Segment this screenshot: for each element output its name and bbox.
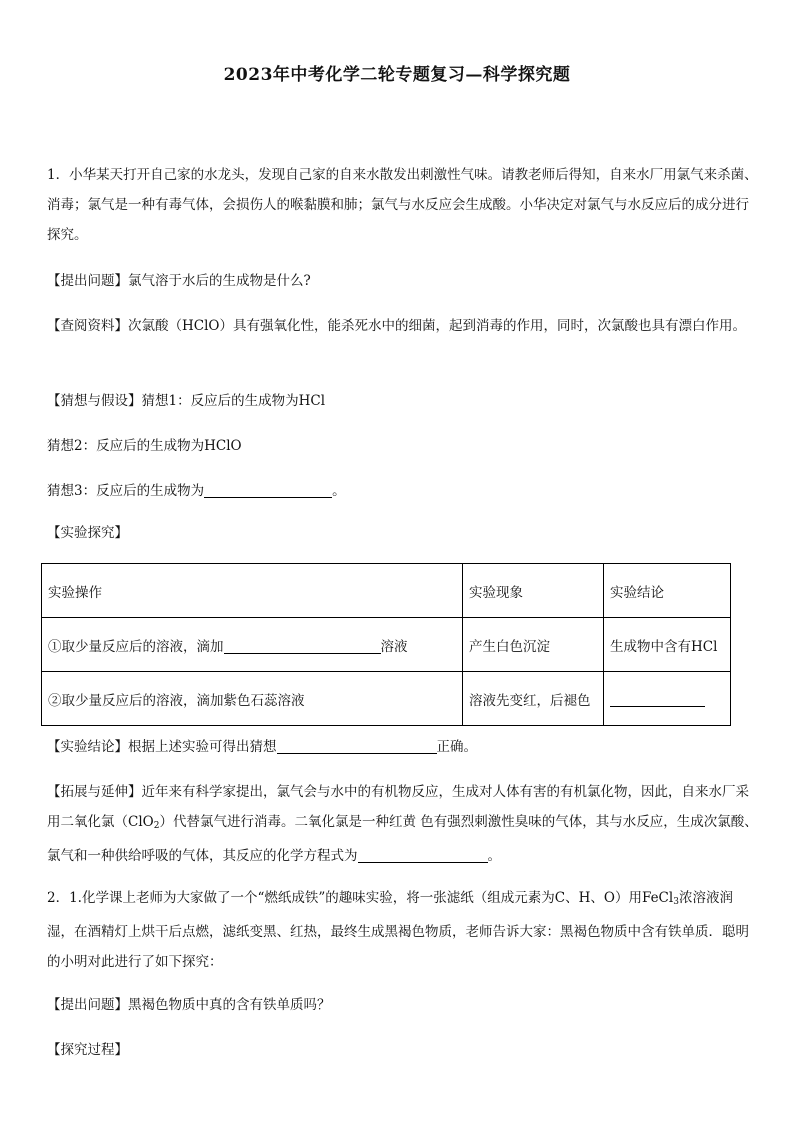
page-title: 2023年中考化学二轮专题复习—科学探究题 (223, 65, 571, 85)
extend-subscript: 2 (153, 821, 160, 831)
q2-subscript: 3 (673, 897, 679, 907)
row1-op-prefix: ①取少量反应后的溶液，滴加 (48, 638, 224, 655)
row1-op-suffix: 溶液 (380, 638, 408, 655)
q1-intro: 1．小华某天打开自己家的水龙头，发现自己家的自来水散发出刺激性气味。请教老师后得知，自来水厂用氯气来杀菌、消毒；氯气是一种有毒气体，会损伤人的喉黏膜和肺；氯气与水反应会生成酸。小华决定对氯气与水反应后的成分进行探究。 (47, 167, 758, 243)
row2-phenomenon: 溶液先变红，后褪色 (463, 672, 604, 726)
row1-reagent-blank (224, 637, 381, 654)
guess3-suffix: 。 (332, 483, 346, 499)
guess3-prefix: 猜想3：反应后的生成物为 (47, 483, 205, 499)
extend-text-a: 【拓展与延伸】近年来有科学家提出，氯气会与水中的有机物反应，生成对人体有害的有机氯化物，因此，自来水厂采用二氧化氯（ClO (47, 784, 749, 830)
conclusion-suffix: 正确。 (436, 739, 477, 755)
q1-guess3 (47, 476, 759, 506)
guess3-blank (204, 481, 332, 498)
header-phenomenon: 实验现象 (463, 564, 604, 618)
q1-guess2: 猜想2：反应后的生成物为HClO (47, 438, 242, 454)
header-conclusion: 实验结论 (604, 564, 731, 618)
header-operation: 实验操作 (42, 564, 463, 618)
row2-operation: ②取少量反应后的溶液，滴加紫色石蕊溶液 (42, 672, 463, 726)
q1-question: 【提出问题】氯气溶于水后的生成物是什么? (47, 273, 311, 289)
q2-intro (47, 883, 759, 977)
table-row (42, 618, 731, 672)
q1-extend (47, 777, 759, 871)
q2-question: 【提出问题】黑褐色物质中真的含有铁单质吗？ (47, 997, 331, 1013)
q1-info: 【查阅资料】次氯酸（HClO）具有强氧化性，能杀死水中的细菌，起到消毒的作用，同时，次氯酸也具有漂白作用。 (47, 318, 746, 334)
conclusion-prefix: 【实验结论】根据上述实验可得出猜想 (47, 739, 277, 755)
experiment-table (41, 563, 731, 726)
row2-conclusion (604, 672, 731, 726)
q2-intro-b: 浓溶液润湿，在酒精灯上烘干后点燃，滤纸变黑、红热，最终生成黑褐色物质，老师告诉大家：黑褐色物质中含有铁单质．聪明的小明对此进行了如下探究： (47, 890, 749, 970)
extend-suffix: 。 (487, 848, 501, 864)
table-row (42, 564, 731, 618)
table-row (42, 672, 731, 726)
row1-operation (42, 618, 463, 672)
row1-phenomenon: 产生白色沉淀 (463, 618, 604, 672)
q1-conclusion (47, 732, 759, 762)
q1-explore-heading: 【实验探究】 (47, 525, 128, 541)
q2-process: 【探究过程】 (47, 1042, 128, 1058)
equation-blank (358, 846, 488, 863)
extend-text-b: ）代替氯气进行消毒。二氧化氯是一种红黄 色有强烈刺激性臭味的气体，其与水反应，生成次氯酸、氯气和一种供给呼吸的气体，其反应的化学方程式为 (47, 814, 758, 864)
row1-conclusion: 生成物中含有HCl (604, 618, 731, 672)
row2-conclusion-blank (610, 690, 705, 707)
q2-intro-a: 2．1.化学课上老师为大家做了一个“燃纸成铁”的趣味实验，将一张滤纸（组成元素为C、H、O）用FeCl (47, 890, 674, 906)
conclusion-blank (277, 737, 437, 754)
q1-guess1: 【猜想与假设】猜想1：反应后的生成物为HCl (47, 393, 326, 409)
